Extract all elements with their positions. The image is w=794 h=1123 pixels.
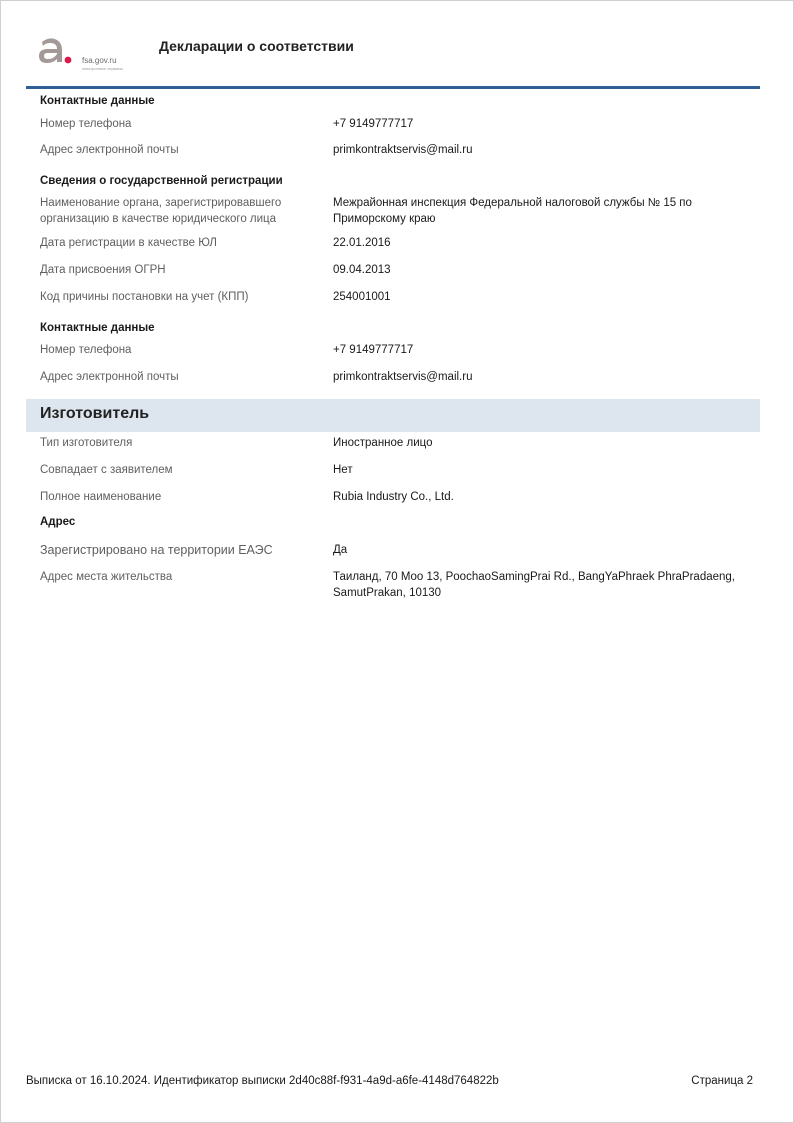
ogrn-date-label: Дата присвоения ОГРН [40,264,166,276]
eaeu-registered-label: Зарегистрировано на территории ЕАЭС [40,543,273,557]
extract-footer: Выписка от 16.10.2024. Идентификатор выписки 2d40c88f-f931-4a9d-a6fe-4148d764822b [26,1075,499,1087]
fsa-logo[interactable] [36,34,136,74]
residence-address-label: Адрес места жительства [40,571,173,583]
contacts-section-title-2: Контактные данные [40,322,155,334]
phone-value: +7 9149777717 [333,118,414,130]
phone-value-2: +7 9149777717 [333,344,414,356]
eaeu-registered-value: Да [333,544,348,556]
kpp-label: Код причины постановки на учет (КПП) [40,291,249,303]
document-title: Декларации о соответствии [159,38,354,54]
address-section-title: Адрес [40,516,76,528]
full-name-value: Rubia Industry Co., Ltd. [333,491,454,503]
manufacturer-type-label: Тип изготовителя [40,437,133,449]
phone-label: Номер телефона [40,118,132,130]
manufacturer-section-banner [26,399,760,432]
email-label: Адрес электронной почты [40,144,179,156]
registration-authority-value: Межрайонная инспекция Федеральной налоговой службы № 15 по Приморскому краю [333,197,692,225]
kpp-value: 254001001 [333,291,391,303]
email-value: primkontraktservis@mail.ru [333,144,473,156]
email-label-2: Адрес электронной почты [40,371,179,383]
same-as-applicant-label: Совпадает с заявителем [40,464,173,476]
registration-section-title: Сведения о государственной регистрации [40,175,283,187]
registration-date-value: 22.01.2016 [333,237,391,249]
logo-site-text: fsa.gov.ru [82,56,117,65]
phone-label-2: Номер телефона [40,344,132,356]
logo-subtitle: электронные сервисы [82,66,123,71]
registration-authority-label: Наименование органа, зарегистрировавшего организацию в качестве юридического лица [40,197,282,225]
page-number: Страница 2 [691,1075,753,1087]
ogrn-date-value: 09.04.2013 [333,264,391,276]
manufacturer-type-value: Иностранное лицо [333,437,433,449]
full-name-label: Полное наименование [40,491,162,503]
same-as-applicant-value: Нет [333,464,353,476]
page-header [26,26,760,86]
manufacturer-section-title: Изготовитель [40,405,150,422]
registration-date-label: Дата регистрации в качестве ЮЛ [40,237,217,249]
email-value-2: primkontraktservis@mail.ru [333,371,473,383]
fsa-logo-icon [36,34,80,70]
residence-address-value: Таиланд, 70 Moo 13, PoochaoSamingPrai Rd., BangYaPhraek PhraPradaeng, SamutPrakan, 10130 [333,571,736,599]
header-divider [26,86,760,89]
contacts-section-title: Контактные данные [40,95,155,107]
